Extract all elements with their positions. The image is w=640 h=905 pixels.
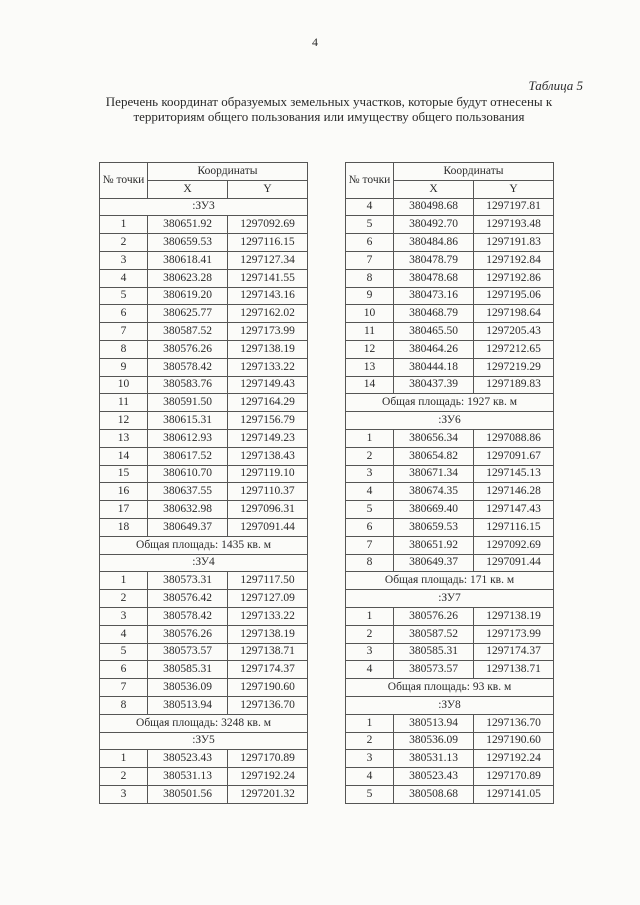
parcel-title: :ЗУ4 (100, 554, 308, 572)
point-number-cell: 2 (100, 768, 148, 786)
y-coordinate-cell: 1297138.71 (228, 643, 308, 661)
point-number-cell: 15 (100, 465, 148, 483)
y-coordinate-cell: 1297219.29 (474, 358, 554, 376)
y-coordinate-cell: 1297190.60 (228, 679, 308, 697)
point-number-cell: 2 (100, 234, 148, 252)
point-number-cell: 6 (100, 661, 148, 679)
x-coordinate-cell: 380536.09 (148, 679, 228, 697)
table-row (346, 785, 554, 803)
table-row (100, 696, 308, 714)
point-number-cell: 8 (100, 340, 148, 358)
table-row (100, 412, 308, 430)
point-number-cell: 5 (346, 785, 394, 803)
table-row (100, 269, 308, 287)
y-coordinate-cell: 1297192.24 (228, 768, 308, 786)
parcel-title-row (100, 554, 308, 572)
y-coordinate-cell: 1297116.15 (228, 234, 308, 252)
x-coordinate-cell: 380585.31 (148, 661, 228, 679)
x-coordinate-cell: 380464.26 (394, 340, 474, 358)
point-number-cell: 1 (346, 607, 394, 625)
y-coordinate-cell: 1297092.69 (474, 536, 554, 554)
table-row (346, 714, 554, 732)
table-row (100, 465, 308, 483)
header-x: X (394, 180, 474, 198)
table-row (100, 679, 308, 697)
x-coordinate-cell: 380444.18 (394, 358, 474, 376)
point-number-cell: 6 (100, 305, 148, 323)
y-coordinate-cell: 1297164.29 (228, 394, 308, 412)
table-row (100, 501, 308, 519)
table-row (100, 287, 308, 305)
y-coordinate-cell: 1297088.86 (474, 429, 554, 447)
parcel-title: :ЗУ3 (100, 198, 308, 216)
table-row (346, 323, 554, 341)
table-caption: Перечень координат образуемых земельных участков, которые будут отнесены к территориям общего пользования или имуществу общего пользования (105, 94, 553, 124)
page-number: 4 (312, 35, 318, 49)
x-coordinate-cell: 380649.37 (148, 518, 228, 536)
y-coordinate-cell: 1297201.32 (228, 785, 308, 803)
x-coordinate-cell: 380671.34 (394, 465, 474, 483)
point-number-cell: 3 (346, 643, 394, 661)
total-area: Общая площадь: 3248 кв. м (100, 714, 308, 732)
table-row (346, 216, 554, 234)
y-coordinate-cell: 1297136.70 (228, 696, 308, 714)
table-row (346, 518, 554, 536)
table-row (100, 429, 308, 447)
table-row (346, 287, 554, 305)
point-number-cell: 7 (100, 323, 148, 341)
x-coordinate-cell: 380523.43 (394, 768, 474, 786)
point-number-cell: 4 (346, 661, 394, 679)
x-coordinate-cell: 380591.50 (148, 394, 228, 412)
point-number-cell: 5 (100, 643, 148, 661)
table-row (100, 572, 308, 590)
x-coordinate-cell: 380659.53 (148, 234, 228, 252)
table-row (346, 732, 554, 750)
point-number-cell: 4 (100, 625, 148, 643)
point-number-cell: 5 (346, 216, 394, 234)
table-row (346, 768, 554, 786)
table-row (100, 323, 308, 341)
y-coordinate-cell: 1297110.37 (228, 483, 308, 501)
table-row (100, 590, 308, 608)
table-row (100, 447, 308, 465)
x-coordinate-cell: 380623.28 (148, 269, 228, 287)
table-row (346, 554, 554, 572)
y-coordinate-cell: 1297197.81 (474, 198, 554, 216)
y-coordinate-cell: 1297173.99 (474, 625, 554, 643)
point-number-cell: 2 (100, 590, 148, 608)
table-row (346, 269, 554, 287)
y-coordinate-cell: 1297162.02 (228, 305, 308, 323)
table-row (346, 251, 554, 269)
y-coordinate-cell: 1297193.48 (474, 216, 554, 234)
table-row (346, 429, 554, 447)
y-coordinate-cell: 1297174.37 (474, 643, 554, 661)
total-area: Общая площадь: 1435 кв. м (100, 536, 308, 554)
point-number-cell: 7 (346, 536, 394, 554)
point-number-cell: 2 (346, 447, 394, 465)
y-coordinate-cell: 1297190.60 (474, 732, 554, 750)
header-y: Y (474, 180, 554, 198)
point-number-cell: 9 (100, 358, 148, 376)
header-point-number: № точки (100, 163, 148, 199)
point-number-cell: 11 (346, 323, 394, 341)
x-coordinate-cell: 380508.68 (394, 785, 474, 803)
x-coordinate-cell: 380619.20 (148, 287, 228, 305)
point-number-cell: 4 (100, 269, 148, 287)
table-row (346, 625, 554, 643)
table-label: Таблица 5 (528, 78, 583, 93)
total-area-row (346, 394, 554, 412)
x-coordinate-cell: 380656.34 (394, 429, 474, 447)
header-point-number: № точки (346, 163, 394, 199)
point-number-cell: 2 (346, 625, 394, 643)
x-coordinate-cell: 380531.13 (148, 768, 228, 786)
y-coordinate-cell: 1297141.55 (228, 269, 308, 287)
y-coordinate-cell: 1297192.84 (474, 251, 554, 269)
y-coordinate-cell: 1297138.19 (474, 607, 554, 625)
point-number-cell: 17 (100, 501, 148, 519)
point-number-cell: 13 (100, 429, 148, 447)
y-coordinate-cell: 1297127.34 (228, 251, 308, 269)
y-coordinate-cell: 1297143.16 (228, 287, 308, 305)
y-coordinate-cell: 1297091.67 (474, 447, 554, 465)
x-coordinate-cell: 380617.52 (148, 447, 228, 465)
total-area-row (346, 572, 554, 590)
y-coordinate-cell: 1297133.22 (228, 358, 308, 376)
x-coordinate-cell: 380468.79 (394, 305, 474, 323)
x-coordinate-cell: 380654.82 (394, 447, 474, 465)
point-number-cell: 1 (346, 714, 394, 732)
x-coordinate-cell: 380587.52 (148, 323, 228, 341)
y-coordinate-cell: 1297138.19 (228, 340, 308, 358)
point-number-cell: 12 (100, 412, 148, 430)
x-coordinate-cell: 380637.55 (148, 483, 228, 501)
x-coordinate-cell: 380573.57 (394, 661, 474, 679)
x-coordinate-cell: 380651.92 (148, 216, 228, 234)
table-row (346, 750, 554, 768)
point-number-cell: 8 (346, 269, 394, 287)
x-coordinate-cell: 380523.43 (148, 750, 228, 768)
y-coordinate-cell: 1297138.71 (474, 661, 554, 679)
total-area-row (346, 679, 554, 697)
y-coordinate-cell: 1297189.83 (474, 376, 554, 394)
y-coordinate-cell: 1297141.05 (474, 785, 554, 803)
table-row (100, 216, 308, 234)
y-coordinate-cell: 1297127.09 (228, 590, 308, 608)
y-coordinate-cell: 1297205.43 (474, 323, 554, 341)
point-number-cell: 1 (346, 429, 394, 447)
x-coordinate-cell: 380576.26 (148, 340, 228, 358)
x-coordinate-cell: 380583.76 (148, 376, 228, 394)
table-row (100, 625, 308, 643)
point-number-cell: 4 (346, 198, 394, 216)
y-coordinate-cell: 1297136.70 (474, 714, 554, 732)
parcel-title-row (346, 590, 554, 608)
x-coordinate-cell: 380531.13 (394, 750, 474, 768)
table-row (346, 536, 554, 554)
point-number-cell: 6 (346, 234, 394, 252)
y-coordinate-cell: 1297195.06 (474, 287, 554, 305)
x-coordinate-cell: 380576.26 (148, 625, 228, 643)
x-coordinate-cell: 380536.09 (394, 732, 474, 750)
point-number-cell: 3 (100, 251, 148, 269)
table-row (346, 483, 554, 501)
table-row (100, 768, 308, 786)
point-number-cell: 7 (346, 251, 394, 269)
point-number-cell: 3 (346, 750, 394, 768)
total-area-row (100, 536, 308, 554)
x-coordinate-cell: 380473.16 (394, 287, 474, 305)
parcel-title-row (346, 696, 554, 714)
table-row (100, 234, 308, 252)
y-coordinate-cell: 1297138.43 (228, 447, 308, 465)
table-row (346, 465, 554, 483)
point-number-cell: 8 (346, 554, 394, 572)
x-coordinate-cell: 380513.94 (394, 714, 474, 732)
point-number-cell: 6 (346, 518, 394, 536)
table-row (100, 661, 308, 679)
x-coordinate-cell: 380578.42 (148, 358, 228, 376)
y-coordinate-cell: 1297147.43 (474, 501, 554, 519)
point-number-cell: 18 (100, 518, 148, 536)
table-row (100, 251, 308, 269)
y-coordinate-cell: 1297119.10 (228, 465, 308, 483)
y-coordinate-cell: 1297149.43 (228, 376, 308, 394)
table-row (100, 607, 308, 625)
point-number-cell: 9 (346, 287, 394, 305)
y-coordinate-cell: 1297138.19 (228, 625, 308, 643)
point-number-cell: 14 (346, 376, 394, 394)
x-coordinate-cell: 380501.56 (148, 785, 228, 803)
x-coordinate-cell: 380585.31 (394, 643, 474, 661)
point-number-cell: 11 (100, 394, 148, 412)
x-coordinate-cell: 380492.70 (394, 216, 474, 234)
y-coordinate-cell: 1297173.99 (228, 323, 308, 341)
x-coordinate-cell: 380625.77 (148, 305, 228, 323)
y-coordinate-cell: 1297091.44 (474, 554, 554, 572)
x-coordinate-cell: 380578.42 (148, 607, 228, 625)
table-row (100, 394, 308, 412)
parcel-title-row (346, 412, 554, 430)
point-number-cell: 4 (346, 483, 394, 501)
x-coordinate-cell: 380437.39 (394, 376, 474, 394)
parcel-title: :ЗУ6 (346, 412, 554, 430)
point-number-cell: 13 (346, 358, 394, 376)
coordinates-table-right (345, 162, 554, 804)
table-row (346, 234, 554, 252)
y-coordinate-cell: 1297116.15 (474, 518, 554, 536)
y-coordinate-cell: 1297133.22 (228, 607, 308, 625)
table-row (346, 447, 554, 465)
y-coordinate-cell: 1297198.64 (474, 305, 554, 323)
point-number-cell: 16 (100, 483, 148, 501)
x-coordinate-cell: 380513.94 (148, 696, 228, 714)
x-coordinate-cell: 380576.42 (148, 590, 228, 608)
y-coordinate-cell: 1297192.24 (474, 750, 554, 768)
parcel-title: :ЗУ5 (100, 732, 308, 750)
point-number-cell: 12 (346, 340, 394, 358)
table-row (346, 198, 554, 216)
point-number-cell: 1 (100, 750, 148, 768)
y-coordinate-cell: 1297212.65 (474, 340, 554, 358)
point-number-cell: 5 (100, 287, 148, 305)
x-coordinate-cell: 380573.57 (148, 643, 228, 661)
point-number-cell: 4 (346, 768, 394, 786)
total-area: Общая площадь: 93 кв. м (346, 679, 554, 697)
table-row (100, 643, 308, 661)
parcel-title-row (100, 732, 308, 750)
x-coordinate-cell: 380610.70 (148, 465, 228, 483)
x-coordinate-cell: 380478.79 (394, 251, 474, 269)
total-area: Общая площадь: 1927 кв. м (346, 394, 554, 412)
x-coordinate-cell: 380615.31 (148, 412, 228, 430)
x-coordinate-cell: 380632.98 (148, 501, 228, 519)
table-row (100, 785, 308, 803)
header-y: Y (228, 180, 308, 198)
table-row (346, 376, 554, 394)
y-coordinate-cell: 1297096.31 (228, 501, 308, 519)
y-coordinate-cell: 1297145.13 (474, 465, 554, 483)
point-number-cell: 7 (100, 679, 148, 697)
y-coordinate-cell: 1297117.50 (228, 572, 308, 590)
table-row (100, 305, 308, 323)
x-coordinate-cell: 380465.50 (394, 323, 474, 341)
x-coordinate-cell: 380659.53 (394, 518, 474, 536)
table-row (100, 376, 308, 394)
table-row (346, 661, 554, 679)
x-coordinate-cell: 380478.68 (394, 269, 474, 287)
parcel-title: :ЗУ7 (346, 590, 554, 608)
point-number-cell: 10 (346, 305, 394, 323)
x-coordinate-cell: 380498.68 (394, 198, 474, 216)
header-coordinates: Координаты (148, 163, 308, 181)
coordinates-table-left (99, 162, 308, 804)
table-row (346, 305, 554, 323)
total-area: Общая площадь: 171 кв. м (346, 572, 554, 590)
point-number-cell: 3 (100, 607, 148, 625)
y-coordinate-cell: 1297170.89 (228, 750, 308, 768)
point-number-cell: 1 (100, 572, 148, 590)
table-row (346, 358, 554, 376)
total-area-row (100, 714, 308, 732)
parcel-title: :ЗУ8 (346, 696, 554, 714)
y-coordinate-cell: 1297156.79 (228, 412, 308, 430)
x-coordinate-cell: 380573.31 (148, 572, 228, 590)
table-row (100, 518, 308, 536)
x-coordinate-cell: 380669.40 (394, 501, 474, 519)
y-coordinate-cell: 1297192.86 (474, 269, 554, 287)
table-row (100, 483, 308, 501)
header-coordinates: Координаты (394, 163, 554, 181)
table-row (100, 358, 308, 376)
point-number-cell: 14 (100, 447, 148, 465)
y-coordinate-cell: 1297191.83 (474, 234, 554, 252)
x-coordinate-cell: 380587.52 (394, 625, 474, 643)
y-coordinate-cell: 1297149.23 (228, 429, 308, 447)
y-coordinate-cell: 1297146.28 (474, 483, 554, 501)
point-number-cell: 2 (346, 732, 394, 750)
y-coordinate-cell: 1297092.69 (228, 216, 308, 234)
parcel-title-row (100, 198, 308, 216)
y-coordinate-cell: 1297170.89 (474, 768, 554, 786)
y-coordinate-cell: 1297091.44 (228, 518, 308, 536)
point-number-cell: 8 (100, 696, 148, 714)
table-row (100, 340, 308, 358)
y-coordinate-cell: 1297174.37 (228, 661, 308, 679)
table-row (346, 501, 554, 519)
x-coordinate-cell: 380651.92 (394, 536, 474, 554)
point-number-cell: 3 (100, 785, 148, 803)
x-coordinate-cell: 380674.35 (394, 483, 474, 501)
table-row (346, 340, 554, 358)
point-number-cell: 3 (346, 465, 394, 483)
x-coordinate-cell: 380618.41 (148, 251, 228, 269)
table-row (346, 607, 554, 625)
header-x: X (148, 180, 228, 198)
table-row (346, 643, 554, 661)
point-number-cell: 1 (100, 216, 148, 234)
point-number-cell: 5 (346, 501, 394, 519)
x-coordinate-cell: 380612.93 (148, 429, 228, 447)
x-coordinate-cell: 380484.86 (394, 234, 474, 252)
table-row (100, 750, 308, 768)
x-coordinate-cell: 380576.26 (394, 607, 474, 625)
point-number-cell: 10 (100, 376, 148, 394)
x-coordinate-cell: 380649.37 (394, 554, 474, 572)
